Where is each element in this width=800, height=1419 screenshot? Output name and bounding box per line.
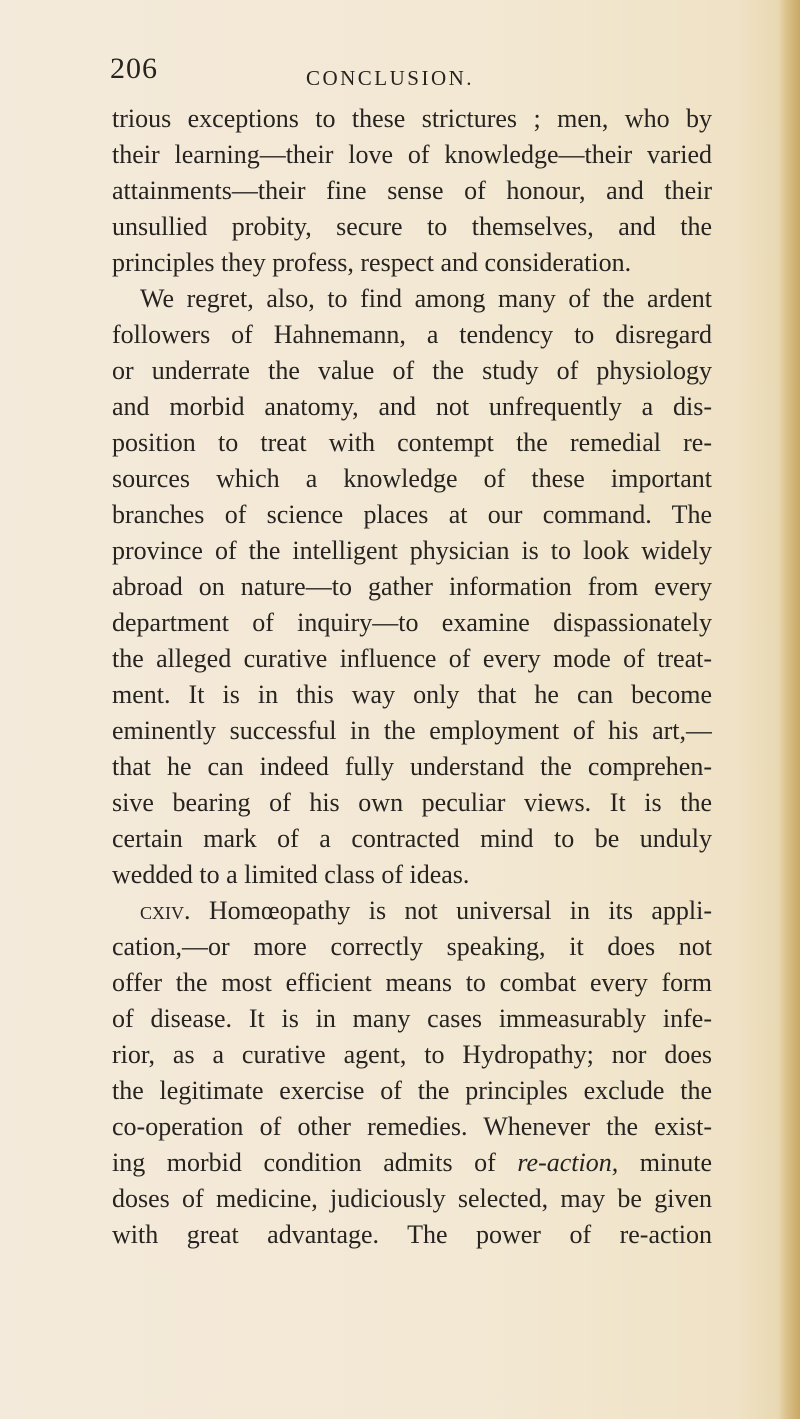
text-line: sive bearing of his own peculiar views. It is the — [112, 788, 712, 817]
text-line: followers of Hahnemann, a tendency to disregard — [112, 320, 712, 349]
page-number: 206 — [110, 52, 158, 85]
text-line: sources which a knowledge of these important — [112, 464, 712, 493]
text-line: trious exceptions to these strictures ; men, who by — [112, 104, 712, 133]
reaction-italic: re-action, — [517, 1148, 619, 1177]
text-line: with great advantage. The power of re-action — [112, 1220, 712, 1249]
text-line: cation,—or more correctly speaking, it does not — [112, 932, 712, 961]
text-line: wedded to a limited class of ideas. — [112, 860, 470, 889]
text-line: branches of science places at our command. The — [112, 500, 712, 529]
text-line: that he can indeed fully understand the comprehen- — [112, 752, 712, 781]
text-line: doses of medicine, judiciously selected, may be given — [112, 1184, 712, 1213]
page-edge-shadow — [778, 0, 800, 1419]
section-cxiv-line — [112, 893, 712, 929]
running-head: CONCLUSION. — [305, 66, 475, 90]
text-line: attainments—their fine sense of honour, and their — [112, 176, 712, 205]
text-line: province of the intelligent physician is to look widely — [112, 536, 712, 565]
text-line: position to treat with contempt the remedial re- — [112, 428, 712, 457]
text-line: the alleged curative influence of every mode of treat- — [112, 644, 712, 673]
text-line: abroad on nature—to gather information from every — [112, 572, 712, 601]
paragraph-start-line: We regret, also, to find among many of the ardent — [140, 284, 712, 313]
text-line: and morbid anatomy, and not unfrequently a dis- — [112, 392, 712, 421]
text-line: principles they profess, respect and consideration. — [112, 248, 632, 277]
reaction-line — [112, 1145, 712, 1181]
section-numeral: cxiv. — [140, 896, 191, 925]
text-line: or underrate the value of the study of physiology — [112, 356, 712, 385]
text-line: unsullied probity, secure to themselves, and the — [112, 212, 712, 241]
text-line: eminently successful in the employment of his art,— — [112, 716, 712, 745]
text-line: certain mark of a contracted mind to be unduly — [112, 824, 712, 853]
text-line: co-operation of other remedies. Whenever the exist- — [112, 1112, 712, 1141]
text-line: rior, as a curative agent, to Hydropathy; nor does — [112, 1040, 712, 1069]
reaction-after: minute — [618, 1148, 712, 1177]
text-line: department of inquiry—to examine dispassionately — [112, 608, 712, 637]
body-text — [112, 101, 712, 1253]
text-line: offer the most efficient means to combat every form — [112, 968, 712, 997]
reaction-before: ing morbid condition admits of — [112, 1148, 518, 1177]
text-line: their learning—their love of knowledge—their varied — [112, 140, 712, 169]
text-line: the legitimate exercise of the principles exclude the — [112, 1076, 712, 1105]
text-line: of disease. It is in many cases immeasurably infe- — [112, 1004, 712, 1033]
page-header — [0, 50, 800, 90]
text-line: ment. It is in this way only that he can become — [112, 680, 712, 709]
section-first-line: Homœopathy is not universal in its appli- — [190, 896, 712, 925]
